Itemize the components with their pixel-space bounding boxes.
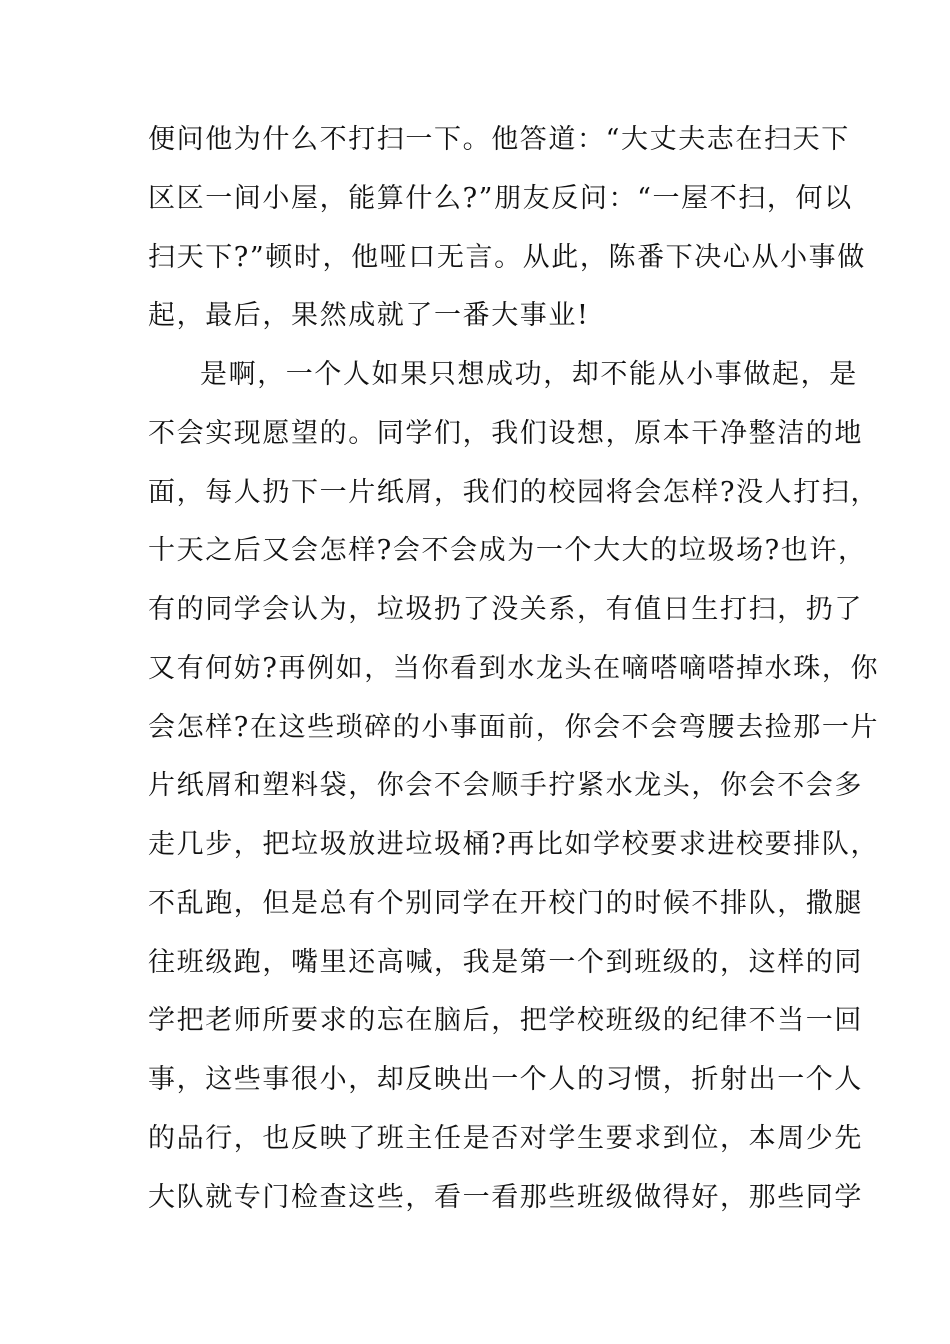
- text-line: 有的同学会认为，垃圾扔了没关系，有值日生打扫，扔了: [148, 594, 863, 625]
- text-line: 学把老师所要求的忘在脑后，把学校班级的纪律不当一回: [148, 1005, 863, 1036]
- text-line: 是啊，一个人如果只想成功，却不能从小事做起，是: [200, 359, 858, 390]
- text-line: 十天之后又会怎样?会不会成为一个大大的垃圾场?也许，: [148, 535, 867, 566]
- text-line: 起，最后，果然成就了一番大事业!: [148, 300, 590, 331]
- text-line: 扫天下?”顿时，他哑口无言。从此，陈番下决心从小事做: [148, 242, 866, 273]
- text-line: 区区一间小屋，能算什么?”朋友反问：“一屋不扫，何以: [148, 183, 853, 214]
- text-line: 的品行，也反映了班主任是否对学生要求到位，本周少先: [148, 1123, 863, 1154]
- text-line: 便问他为什么不打扫一下。他答道：“大丈夫志在扫天下: [148, 124, 850, 155]
- text-line: 大队就专门检查这些，看一看那些班级做得好，那些同学: [148, 1182, 863, 1213]
- text-line: 不会实现愿望的。同学们，我们设想，原本干净整洁的地: [148, 418, 863, 449]
- text-line: 事，这些事很小，却反映出一个人的习惯，折射出一个人: [148, 1064, 863, 1095]
- text-line: 会怎样?在这些琐碎的小事面前，你会不会弯腰去捡那一片: [148, 712, 880, 743]
- text-line: 不乱跑，但是总有个别同学在开校门的时候不排队，撒腿: [148, 888, 863, 919]
- text-line: 往班级跑，嘴里还高喊，我是第一个到班级的，这样的同: [148, 947, 863, 978]
- text-line: 走几步，把垃圾放进垃圾桶?再比如学校要求进校要排队，: [148, 829, 880, 860]
- text-line: 又有何妨?再例如，当你看到水龙头在嘀嗒嘀嗒掉水珠，你: [148, 653, 880, 684]
- text-line: 面，每人扔下一片纸屑，我们的校园将会怎样?没人打扫，: [148, 477, 880, 508]
- text-line: 片纸屑和塑料袋，你会不会顺手拧紧水龙头，你会不会多: [148, 770, 863, 801]
